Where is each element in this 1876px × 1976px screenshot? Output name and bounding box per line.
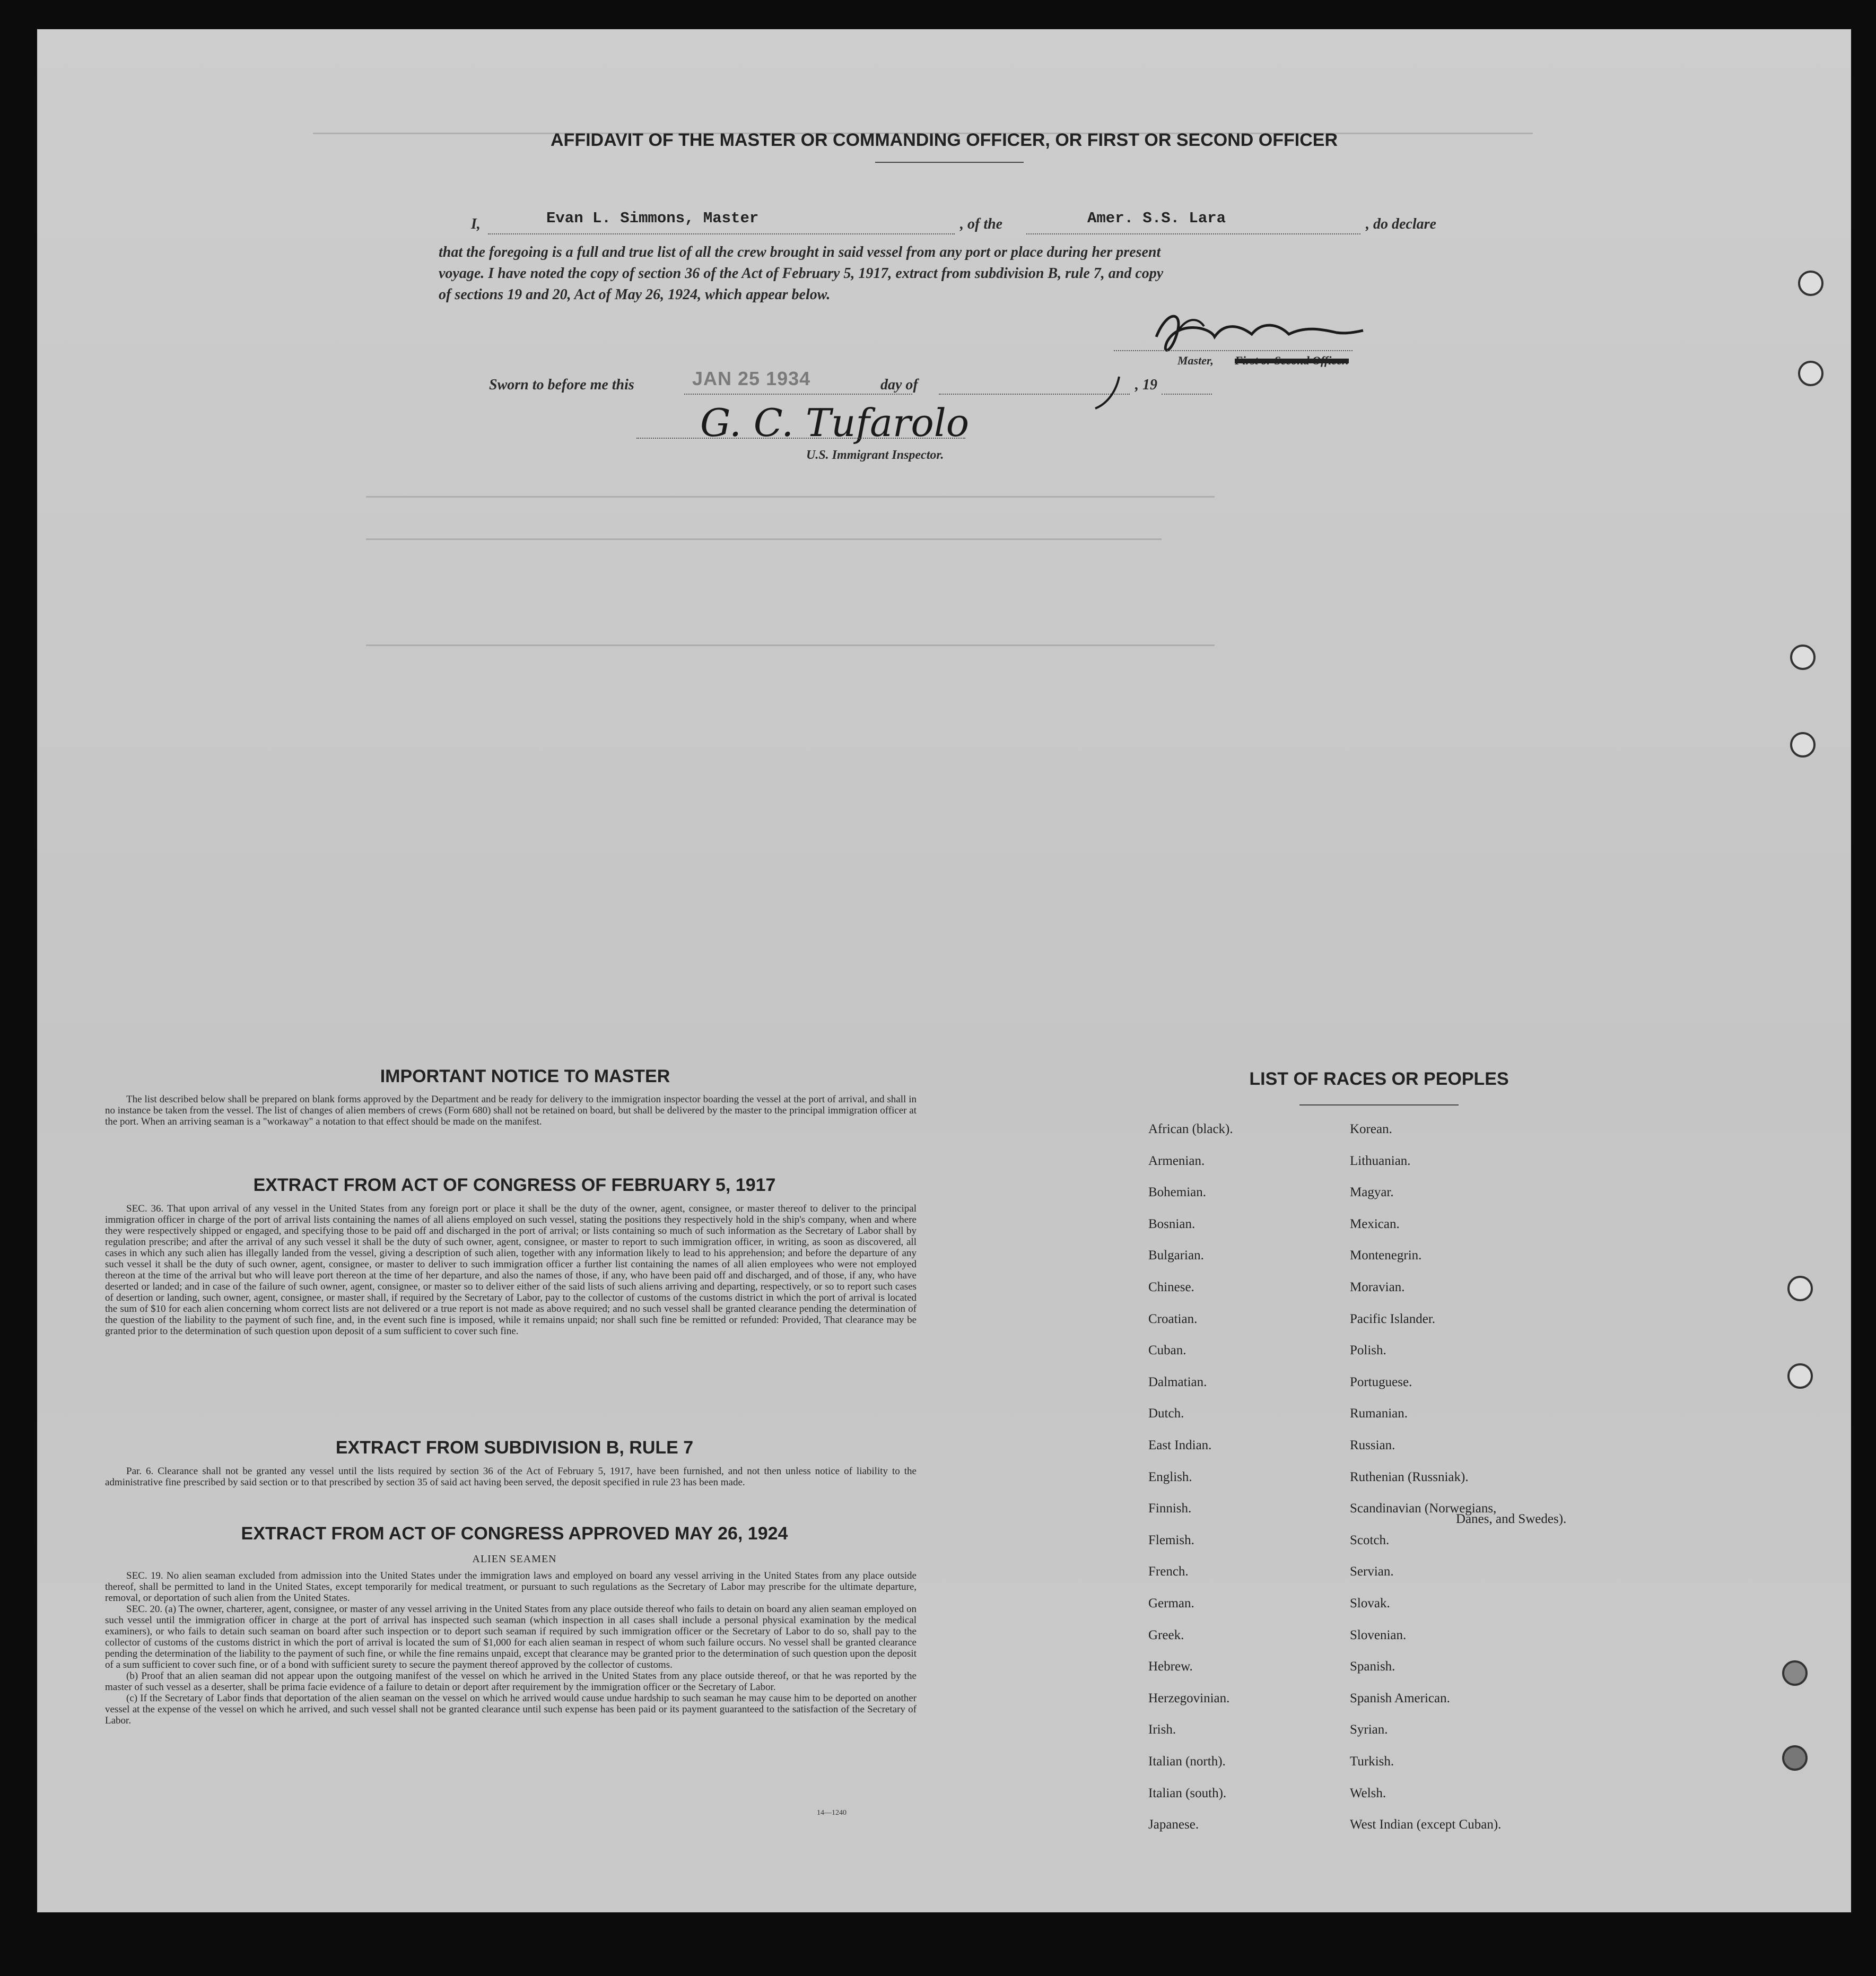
race-item: Pacific Islander. <box>1350 1312 1436 1326</box>
extract-1917-body: SEC. 36. That upon arrival of any vessel in the United States from any foreign port or place it shall be the duty of the owner, agent, consignee, or master thereof to deliver to the principal immigration officer in charge of the port of arrival lists containing the names of all aliens employed on such vessel, stating the positions they respectively hold in the ship's company, when and where they were respectively shipped or engaged, and specifying those to be paid off and discharged in the port of arrival; or lists containing so much of such information as the Secretary of Labor shall by regulation prescribe; and after the arrival of any such vessel it shall be the duty of such owner, agent, consignee, or master to report to such immigration officer, in writing, as soon as discovered, all cases in which any such alien has illegally landed from the vessel, giving a description of such alien, together with any information likely to lead to his apprehension; and before the departure of any such vessel it shall be the duty of such owner, agent, consignee, or master to deliver to such immigration officer a further list containing the names of all alien employees who were not employed thereon at the time of the arrival but who will leave port thereon at the time of her departure, and also the names of those, if any, who have been paid off and discharged, and of those, if any, who have deserted or landed; and in case of the failure of such owner, agent, consignee, or master so to deliver either of the said lists of such aliens arriving and departing, respectively, or so to report such cases of desertion or landing, such owner, agent, consignee, or master shall, if required by the Secretary of Labor, pay to the collector of customs of the customs district in which the port of arrival is located the sum of $10 for each alien concerning whom correct lists are not delivered or a true report is not made as above required; and no such vessel shall be granted clearance pending the determination of the question of the liability to the payment of such fine, and, in the event such fine is imposed, while it remains unpaid; nor shall such fine be remitted or refunded: Provided, That clearance may be granted prior to the determination of such question upon deposit of a sum sufficient to cover such fine. <box>105 1203 917 1337</box>
race-item: Slovak. <box>1350 1596 1390 1611</box>
notice-section <box>105 1094 917 1127</box>
race-item: Magyar. <box>1350 1185 1394 1199</box>
race-item: Mexican. <box>1350 1217 1400 1231</box>
strikethrough-bar <box>1235 359 1349 363</box>
race-item: Korean. <box>1350 1122 1392 1136</box>
sworn-label: Sworn to before me this <box>489 377 634 393</box>
race-item: Cuban. <box>1148 1343 1186 1357</box>
binder-hole <box>1798 361 1823 386</box>
vessel-line <box>1026 233 1360 234</box>
affidavit-i-label: I, <box>471 216 481 232</box>
sec-20c-body: (c) If the Secretary of Labor finds that deportation of the alien seaman on the vessel on which he arrived would cause undue hardship to such seaman he may cause him to be deported on another vessel at the expense of the vessel on which he arrived, and such vessel shall not be granted clearance until such expense has been paid or its payment guaranteed to the satisfaction of the Secretary of Labor. <box>105 1693 917 1726</box>
race-item: Bulgarian. <box>1148 1248 1204 1263</box>
rule-7-section <box>105 1466 917 1488</box>
race-item: Polish. <box>1350 1343 1386 1357</box>
day-of-label: day of <box>880 377 918 393</box>
race-item: Flemish. <box>1148 1533 1194 1547</box>
inspector-title: U.S. Immigrant Inspector. <box>806 448 944 462</box>
binder-hole <box>1798 271 1823 296</box>
binder-hole <box>1787 1276 1813 1301</box>
rule-7-heading: EXTRACT FROM SUBDIVISION B, RULE 7 <box>335 1438 694 1458</box>
race-item: Italian (north). <box>1148 1754 1226 1769</box>
race-item: Welsh. <box>1350 1786 1386 1800</box>
inspector-signature: G. C. Tufarolo <box>700 401 970 445</box>
race-item: Croatian. <box>1148 1312 1198 1326</box>
rule-7-body: Par. 6. Clearance shall not be granted any vessel until the lists required by section 36 of the Act of February 5, 1917, have been furnished, and not then unless notice of liability to the administrative fine prescribed by said section or to that prescribed by section 35 of said act having been served, the deposit specified in rule 23 has been made. <box>105 1466 917 1488</box>
race-item: Ruthenian (Russniak). <box>1350 1470 1469 1484</box>
race-item: Chinese. <box>1148 1280 1194 1294</box>
races-heading-rule <box>1299 1104 1459 1105</box>
race-item: Moravian. <box>1350 1280 1405 1294</box>
extract-1917-heading: EXTRACT FROM ACT OF CONGRESS OF FEBRUARY 5, 1917 <box>253 1175 776 1195</box>
race-item: Syrian. <box>1350 1722 1388 1737</box>
race-item: Rumanian. <box>1350 1406 1408 1421</box>
race-continuation: Danes, and Swedes). <box>1456 1512 1567 1526</box>
year-line <box>1162 394 1212 395</box>
extract-1917-section <box>105 1203 917 1337</box>
race-item: Bohemian. <box>1148 1185 1207 1199</box>
race-item: French. <box>1148 1564 1189 1579</box>
vessel-name: Amer. S.S. Lara <box>1087 210 1226 227</box>
binder-hole <box>1787 1363 1813 1389</box>
bleed-through-line <box>366 538 1162 540</box>
race-item: Portuguese. <box>1350 1375 1412 1389</box>
alien-seamen-subheading: ALIEN SEAMEN <box>472 1553 557 1565</box>
notice-heading: IMPORTANT NOTICE TO MASTER <box>380 1066 670 1086</box>
date-stamp: JAN 25 1934 <box>692 368 811 389</box>
race-item: Hebrew. <box>1148 1659 1193 1674</box>
of-the-label: , of the <box>960 216 1003 232</box>
extract-1924-heading: EXTRACT FROM ACT OF CONGRESS APPROVED MAY 26, 1924 <box>241 1524 788 1544</box>
sworn-date-line <box>684 394 912 395</box>
race-item: English. <box>1148 1470 1192 1484</box>
declarant-name: Evan L. Simmons, Master <box>546 210 759 227</box>
race-item: Dalmatian. <box>1148 1375 1207 1389</box>
race-item: German. <box>1148 1596 1194 1611</box>
race-item: Armenian. <box>1148 1154 1205 1168</box>
race-item: Turkish. <box>1350 1754 1394 1769</box>
do-declare-label: , do declare <box>1366 216 1436 232</box>
bleed-through-line <box>366 496 1215 498</box>
race-item: Slovenian. <box>1350 1628 1407 1642</box>
races-heading: LIST OF RACES OR PEOPLES <box>1249 1069 1509 1089</box>
race-item: Servian. <box>1350 1564 1394 1579</box>
affidavit-line-3: voyage. I have noted the copy of section 36 of the Act of February 5, 1917, extract from subdivision B, rule 7, and copy <box>439 265 1164 282</box>
race-item: Bosnian. <box>1148 1217 1196 1231</box>
bleed-through-line <box>366 645 1215 646</box>
race-item: Montenegrin. <box>1350 1248 1422 1263</box>
race-item: Italian (south). <box>1148 1786 1227 1800</box>
affidavit-line-4: of sections 19 and 20, Act of May 26, 1924, which appear below. <box>439 286 831 303</box>
binder-hole <box>1782 1660 1808 1686</box>
race-item: Scotch. <box>1350 1533 1390 1547</box>
crossed-out-officer-text <box>1235 354 1349 368</box>
pen-stroke <box>1093 374 1124 411</box>
race-item: Russian. <box>1350 1438 1395 1452</box>
sec-19-body: SEC. 19. No alien seaman excluded from admission into the United States under the immigration laws and employed on board any vessel arriving in the United States from any place outside thereof, shall be permitted to land in the United States, except temporarily for medical treatment, or pursuant to such regulations as the Secretary of Labor may prescribe for the ultimate departure, removal, or deportation of such alien from the United States. <box>105 1570 917 1604</box>
master-signature-line <box>1114 350 1353 351</box>
race-item: Dutch. <box>1148 1406 1184 1421</box>
year-prefix: , 19 <box>1135 377 1157 393</box>
binder-hole <box>1782 1745 1808 1771</box>
affidavit-line-2: that the foregoing is a full and true list of all the crew brought in said vessel from any port or place during her present <box>439 244 1161 260</box>
extract-1924-section <box>105 1570 917 1726</box>
race-item: Japanese. <box>1148 1817 1199 1832</box>
notice-body: The list described below shall be prepared on blank forms approved by the Department and be ready for delivery to the immigration inspector boarding the vessel at the port of arrival, and shall in no instance be taken from the vessel. The list of changes of alien members of crews (Form 680) shall not be retained on board, but shall be delivered by the master to the principal immigration officer at the port. When an arriving seaman is a "workaway" a notation to that effect should be made on the manifest. <box>105 1094 917 1127</box>
sec-20a-body: SEC. 20. (a) The owner, charterer, agent, consignee, or master of any vessel arriving in the United States from any place outside thereof who fails to detain on board any alien seaman employed on such vessel until the immigration officer in charge at the port of arrival has inspected such seaman (which inspection in all cases shall include a personal physical examination by the medical examiners), or who fails to detain such seaman on board after such inspection or to deport such seaman if required by such immigration officer or the Secretary of Labor to do so, shall pay to the collector of customs of the customs district in which the port of arrival is located the sum of $1,000 for each alien seaman in respect of whom such failure occurs. No vessel shall be granted clearance pending the determination of the liability to the payment of such fine, or while the fine remains unpaid, except that clearance may be granted prior to the determination of such question upon the deposit of a sum sufficient to cover such fine, or of a bond with sufficient surety to secure the payment thereof approved by the collector of customs. <box>105 1604 917 1670</box>
race-item: Greek. <box>1148 1628 1184 1642</box>
race-item: Spanish American. <box>1350 1691 1450 1705</box>
race-item: Lithuanian. <box>1350 1154 1411 1168</box>
master-label: Master, <box>1177 354 1214 367</box>
race-item: West Indian (except Cuban). <box>1350 1817 1502 1832</box>
race-item: Scandinavian (Norwegians, <box>1350 1501 1497 1516</box>
race-item: Irish. <box>1148 1722 1176 1737</box>
affidavit-heading: AFFIDAVIT OF THE MASTER OR COMMANDING OFFICER, OR FIRST OR SECOND OFFICER <box>551 130 1338 150</box>
race-item: Herzegovinian. <box>1148 1691 1230 1705</box>
binder-hole <box>1790 645 1816 670</box>
sec-20b-body: (b) Proof that an alien seaman did not appear upon the outgoing manifest of the vessel on which he arrived in the United States from any place outside thereof, or that he was reported by the master of such vessel as a deserter, shall be prima facie evidence of a failure to detain or deport after requirement by the immigration officer or the Secretary of Labor. <box>105 1670 917 1693</box>
race-item: Finnish. <box>1148 1501 1192 1516</box>
inspector-signature-line <box>636 438 965 439</box>
declarant-line <box>488 233 955 234</box>
document-page <box>37 29 1851 1912</box>
binder-hole <box>1790 732 1816 758</box>
race-item: East Indian. <box>1148 1438 1212 1452</box>
race-item: African (black). <box>1148 1122 1233 1136</box>
race-item: Spanish. <box>1350 1659 1395 1674</box>
heading-rule <box>875 162 1024 163</box>
form-number: 14—1240 <box>817 1809 847 1817</box>
